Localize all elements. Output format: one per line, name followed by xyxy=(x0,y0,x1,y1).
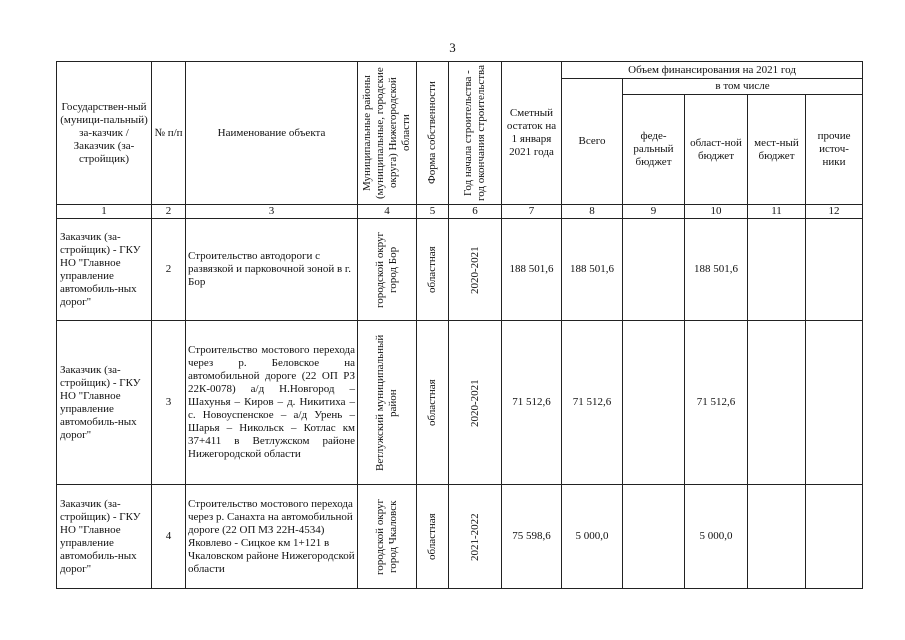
table-row xyxy=(57,321,863,485)
years-text: 2020-2021 xyxy=(468,378,481,427)
ownership-cell xyxy=(417,219,449,321)
ownership-text: областная xyxy=(426,246,438,293)
remainder-cell: 75 598,6 xyxy=(502,485,562,589)
object-name-cell: Строительство мостового перехода через р. Санахта на автомобильной дороге (22 ОП МЗ 22Н-4534) Яковлево - Сицкое км 1+121 в Чкаловском районе Нижегородской области xyxy=(186,485,358,589)
header-other: прочие источ-ники xyxy=(806,95,863,205)
header-local: мест-ный бюджет xyxy=(748,95,806,205)
header-district-text: Муниципальные районы (муниципальные, городские округа) Нижегородской области xyxy=(361,67,412,199)
district-text: городской округ город Чкаловск xyxy=(374,498,399,575)
column-number: 4 xyxy=(358,205,417,219)
column-number: 12 xyxy=(806,205,863,219)
column-number: 9 xyxy=(623,205,685,219)
column-number: 10 xyxy=(685,205,748,219)
object-name-cell: Строительство автодороги с развязкой и парковочной зоной в г. Бор xyxy=(186,219,358,321)
other-cell xyxy=(806,219,863,321)
column-number: 8 xyxy=(562,205,623,219)
header-regional: област-ной бюджет xyxy=(685,95,748,205)
header-remainder: Сметный остаток на 1 января 2021 года xyxy=(502,62,562,205)
district-cell xyxy=(358,485,417,589)
ownership-cell xyxy=(417,485,449,589)
total-cell: 188 501,6 xyxy=(562,219,623,321)
district-cell xyxy=(358,219,417,321)
header-federal: феде-ральный бюджет xyxy=(623,95,685,205)
header-number: № п/п xyxy=(152,62,186,205)
years-cell xyxy=(449,219,502,321)
header-total: Всего xyxy=(562,79,623,205)
header-ownership-text: Форма собственности xyxy=(426,81,438,185)
district-cell xyxy=(358,321,417,485)
column-number-row xyxy=(57,205,863,219)
column-number: 2 xyxy=(152,205,186,219)
remainder-cell: 71 512,6 xyxy=(502,321,562,485)
column-number: 7 xyxy=(502,205,562,219)
object-name-cell: Строительство мостового перехода через р. Беловское на автомобильной дороге (22 ОП РЗ 22К-0078) а/д Н.Новгород – Шахунья – Киров – д. Никитиха – с. Новоуспенское – а/д Урень – Шарья – Никольск – Котлас км 37+411 в Ветлужском районе Нижегородской области xyxy=(186,321,358,485)
federal-cell xyxy=(623,321,685,485)
local-cell xyxy=(748,219,806,321)
other-cell xyxy=(806,485,863,589)
column-number: 5 xyxy=(417,205,449,219)
federal-cell xyxy=(623,485,685,589)
header-object-name: Наименование объекта xyxy=(186,62,358,205)
years-text: 2020-2021 xyxy=(468,245,481,294)
header-district xyxy=(358,62,417,205)
total-cell: 71 512,6 xyxy=(562,321,623,485)
regional-cell: 188 501,6 xyxy=(685,219,748,321)
table-row xyxy=(57,485,863,589)
column-number: 11 xyxy=(748,205,806,219)
customer-cell: Заказчик (за-стройщик) - ГКУ НО "Главное управление автомобиль-ных дорог" xyxy=(57,321,152,485)
customer-cell: Заказчик (за-стройщик) - ГКУ НО "Главное управление автомобиль-ных дорог" xyxy=(57,219,152,321)
header-years-text: Год начала строительства - год окончания строительства xyxy=(462,65,487,201)
header-years xyxy=(449,62,502,205)
ownership-text: областная xyxy=(426,379,438,426)
years-cell xyxy=(449,485,502,589)
table-row xyxy=(57,219,863,321)
remainder-cell: 188 501,6 xyxy=(502,219,562,321)
column-number: 1 xyxy=(57,205,152,219)
federal-cell xyxy=(623,219,685,321)
customer-cell: Заказчик (за-стройщик) - ГКУ НО "Главное управление автомобиль-ных дорог" xyxy=(57,485,152,589)
row-number-cell: 2 xyxy=(152,219,186,321)
total-cell: 5 000,0 xyxy=(562,485,623,589)
column-number: 6 xyxy=(449,205,502,219)
local-cell xyxy=(748,485,806,589)
financing-table xyxy=(56,61,863,589)
district-text: Ветлужский муниципальный район xyxy=(374,334,399,471)
row-number-cell: 4 xyxy=(152,485,186,589)
ownership-cell xyxy=(417,321,449,485)
header-ownership xyxy=(417,62,449,205)
years-cell xyxy=(449,321,502,485)
ownership-text: областная xyxy=(426,513,438,560)
header-financing: Объем финансирования на 2021 год xyxy=(562,62,863,79)
header-including: в том числе xyxy=(623,79,863,95)
column-number: 3 xyxy=(186,205,358,219)
page-number: 3 xyxy=(449,40,456,55)
local-cell xyxy=(748,321,806,485)
row-number-cell: 3 xyxy=(152,321,186,485)
other-cell xyxy=(806,321,863,485)
header-customer: Государствен-ный (муници-пальный) за-казчик / Заказчик (за-стройщик) xyxy=(57,62,152,205)
regional-cell: 5 000,0 xyxy=(685,485,748,589)
district-text: городской округ город Бор xyxy=(374,231,399,308)
years-text: 2021-2022 xyxy=(468,512,481,561)
regional-cell: 71 512,6 xyxy=(685,321,748,485)
